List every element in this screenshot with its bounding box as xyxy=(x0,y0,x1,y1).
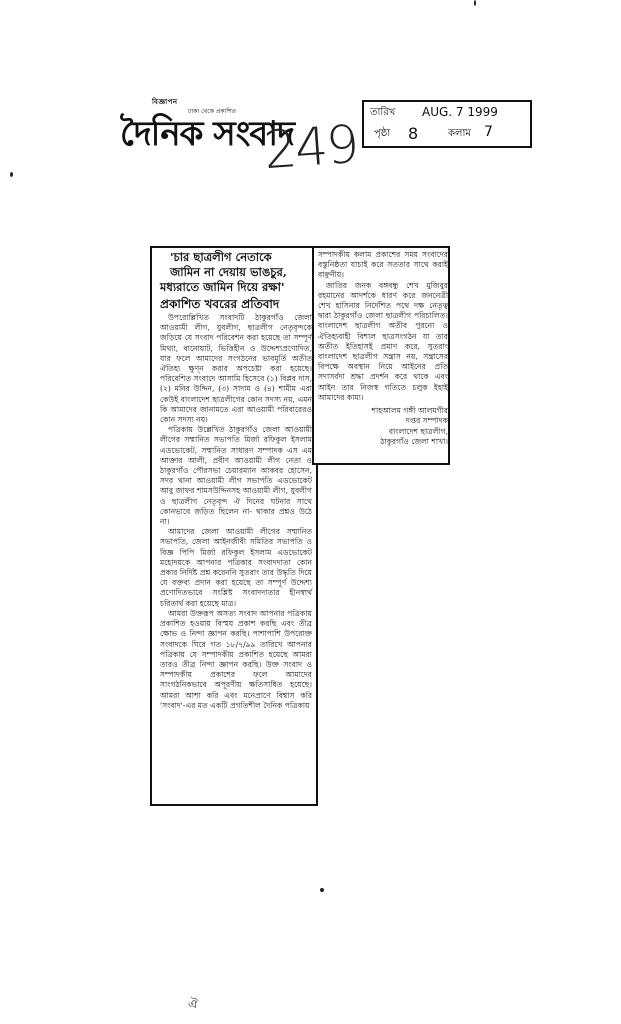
article-paragraph: আমাদের জেলা আওয়ামী লীগের সম্মানিত সভাপতি, জেলা আইনজীবী সমিতির সভাপতি ও বিজ্ঞ পিপি মির্জা রফিকুল ইসলাম এডভোকেট মহোদয়কে আপনার পত্রিকার সংবাদদাতা কোন প্রকার নির্দিষ্ট প্রশ্ন করেননি সুতরাং তার উদ্ধৃতি দিয়ে যে বক্তব্য প্রদান করা হয়েছে তা সম্পূর্ণ উদ্দেশ্য প্রণোদিতভাবে সংশ্লিষ্ট সংবাদদাতার হীনস্বার্থ চরিতার্থ করা হয়েছে মাত্র। xyxy=(160,527,312,608)
headline-line-1: 'চার ছাত্রলীগ নেতাকে xyxy=(170,250,272,264)
signature-role: দপ্তর সম্পাদক xyxy=(405,416,448,426)
article-paragraph: সম্পাদকীয় কলাম প্রকাশের সময় সংবাদের বস্তুনিষ্ঠতা যাচাই করে সততার সাথে করাই বাঞ্ছনীয়। xyxy=(318,250,448,280)
stamp-date-value: AUG. 7 1999 xyxy=(422,105,498,119)
article-paragraph: উপরোল্লিখিত সংবাদটি ঠাকুরগাঁও জেলা আওয়ামী লীগ, যুবলীগ, ছাত্রলীগ নেতৃবৃন্দকে জড়িয়ে যে সংবাদ পরিবেশন করা হয়েছে তা সম্পূর্ণ মিথ্যা, বানোয়াট, ভিত্তিহীন ও উদ্দেশ্যপ্রণোদিত, যার ফলে আমাদের সংগঠনের ভাবমূর্তি অতীত ঐতিহ্য ক্ষুণ্ন করার অপচেষ্টা করা হয়েছে। পরিবেশিত সংবাদে আসামি হিসেবে (১) বিপ্লব দাস, (২) মনির উদ্দিন, (৩) সাদাম ও (৪) শামীম এরা কেউই বাংলাদেশ ছাত্রলীগের কোন সদস্য নয়, এমন কি আমাদের জানামতে এরা আওয়ামী পরিবারেরও কোন সদস্য নয়। xyxy=(160,313,312,425)
clip-right-bottom-border xyxy=(312,463,450,465)
footer-mark: ঐ xyxy=(188,997,198,1011)
article-left-column xyxy=(152,248,316,804)
signature-name: শাহআলম গঙ্গী আলমগীর xyxy=(371,406,448,416)
article-right-column xyxy=(312,248,452,462)
masthead-top-text: বিজ্ঞাপন xyxy=(152,97,178,106)
clip-bottom-border xyxy=(150,804,318,806)
date-stamp-box xyxy=(362,100,532,148)
signature-branch: ঠাকুরগাঁও জেলা শাখা। xyxy=(380,437,448,447)
signature-org: বাংলাদেশ ছাত্রলীগ, xyxy=(388,426,448,436)
headline-line-2: জামিন না দেয়ায় ভাঙচুর, xyxy=(170,265,287,279)
masthead-sub-text: ঢাকা থেকে প্রকাশিত xyxy=(188,108,236,115)
scan-speck xyxy=(10,172,13,177)
article-paragraph: জাতির জনক বঙ্গবন্ধু শেখ মুজিবুর রহমানের আদর্শকে ধারণ করে জননেত্রী শেখ হাসিনার নির্দেশিত পথে দক্ষ নেতৃত্ব দ্বারা ঠাকুরগাঁও জেলা ছাত্রলীগ পরিচালিত। বাংলাদেশ ছাত্রলীগ অতীব পুরনো ও ঐতিহ্যবাহী বিশাল ছাত্রসংগঠন যা তার অতীত ইতিহাসই প্রমাণ করে, সুতরাং বাংলাদেশ ছাত্রলীগ সন্ত্রাস নয়, সন্ত্রাসের বিপক্ষে অবস্থান নিয়ে আইনের প্রতি সদাসর্বদা শ্রদ্ধা প্রদর্শন করে থাকে এবং আইন তার নিজস্ব গতিতে চলুক ইহাই আমাদের কাম্য। xyxy=(318,280,448,402)
article-paragraph: পত্রিকায় উল্লেখিত ঠাকুরগাঁও জেলা আওয়ামী লীগের সম্মানিত সভাপতি মির্জা রফিকুল ইসলাম এডভোকেট, সম্মানিত সাধারণ সম্পাদক এস এম আক্তার আলী, প্রবীণ আওয়ামী লীগ নেতা ও ঠাকুরগাঁও পৌরসভা চেয়ারম্যান আকবর হোসেন, সদর থানা আওয়ামী লীগ সভাপতি এডভোকেট আবু জাফর শামসউদ্দিনসহ আওয়ামী লীগ, যুবলীগ ও ছাত্রলীগ নেতৃবৃন্দ ঐ দিনের ঘটনার সাথে কোনভাবে জড়িত ছিলেন না- থাকার প্রশ্নও উঠে না। xyxy=(160,425,312,527)
scan-speck xyxy=(474,0,476,6)
newspaper-masthead xyxy=(120,96,294,166)
article-paragraph: আমরা উক্তরূপ অসত্য সংবাদ আপনার পত্রিকায় প্রকাশিত হওয়ায় বিস্ময় প্রকাশ করছি এবং তীব্র ক্ষোভ ও নিন্দা জ্ঞাপন করছি। পাশাপাশি উপরোক্ত সংবাদকে ঘিরে গত ১৮/৭/৯৯ তারিখে আপনার পত্রিকায় যে সম্পাদকীয় প্রকাশিত হয়েছে আমরা তারও তীব্র নিন্দা জ্ঞাপন করছি। উক্ত সংবাদ ও সম্পাদকীয় প্রকাশের ফলে আমাদের সাংগঠনিকভাবে অপূরণীয় ক্ষতিসাধিত হয়েছে। আমরা আশা করি এবং মনেপ্রাণে বিশ্বাস করি 'সংবাদ'-এর মত একটি প্রগতিশীল দৈনিক পত্রিকায় xyxy=(160,608,312,710)
stamp-date-label: তারিখ xyxy=(370,107,396,118)
clip-left-column-right-border xyxy=(316,463,318,806)
subheadline: প্রকাশিত খবরের প্রতিবাদ xyxy=(160,297,280,311)
stamp-column-label: কলাম xyxy=(448,128,471,139)
newspaper-title: দৈনিক সংবাদ xyxy=(120,114,294,154)
stamp-page-value: 8 xyxy=(408,124,419,143)
stamp-column-value: 7 xyxy=(484,124,493,140)
headline-line-3: মধ্যরাতে জামিন দিয়ে রক্ষা' xyxy=(160,280,285,294)
stamp-page-label: পৃষ্ঠা xyxy=(374,128,391,139)
scan-speck xyxy=(320,888,324,892)
handwritten-number: 249 xyxy=(262,114,360,182)
